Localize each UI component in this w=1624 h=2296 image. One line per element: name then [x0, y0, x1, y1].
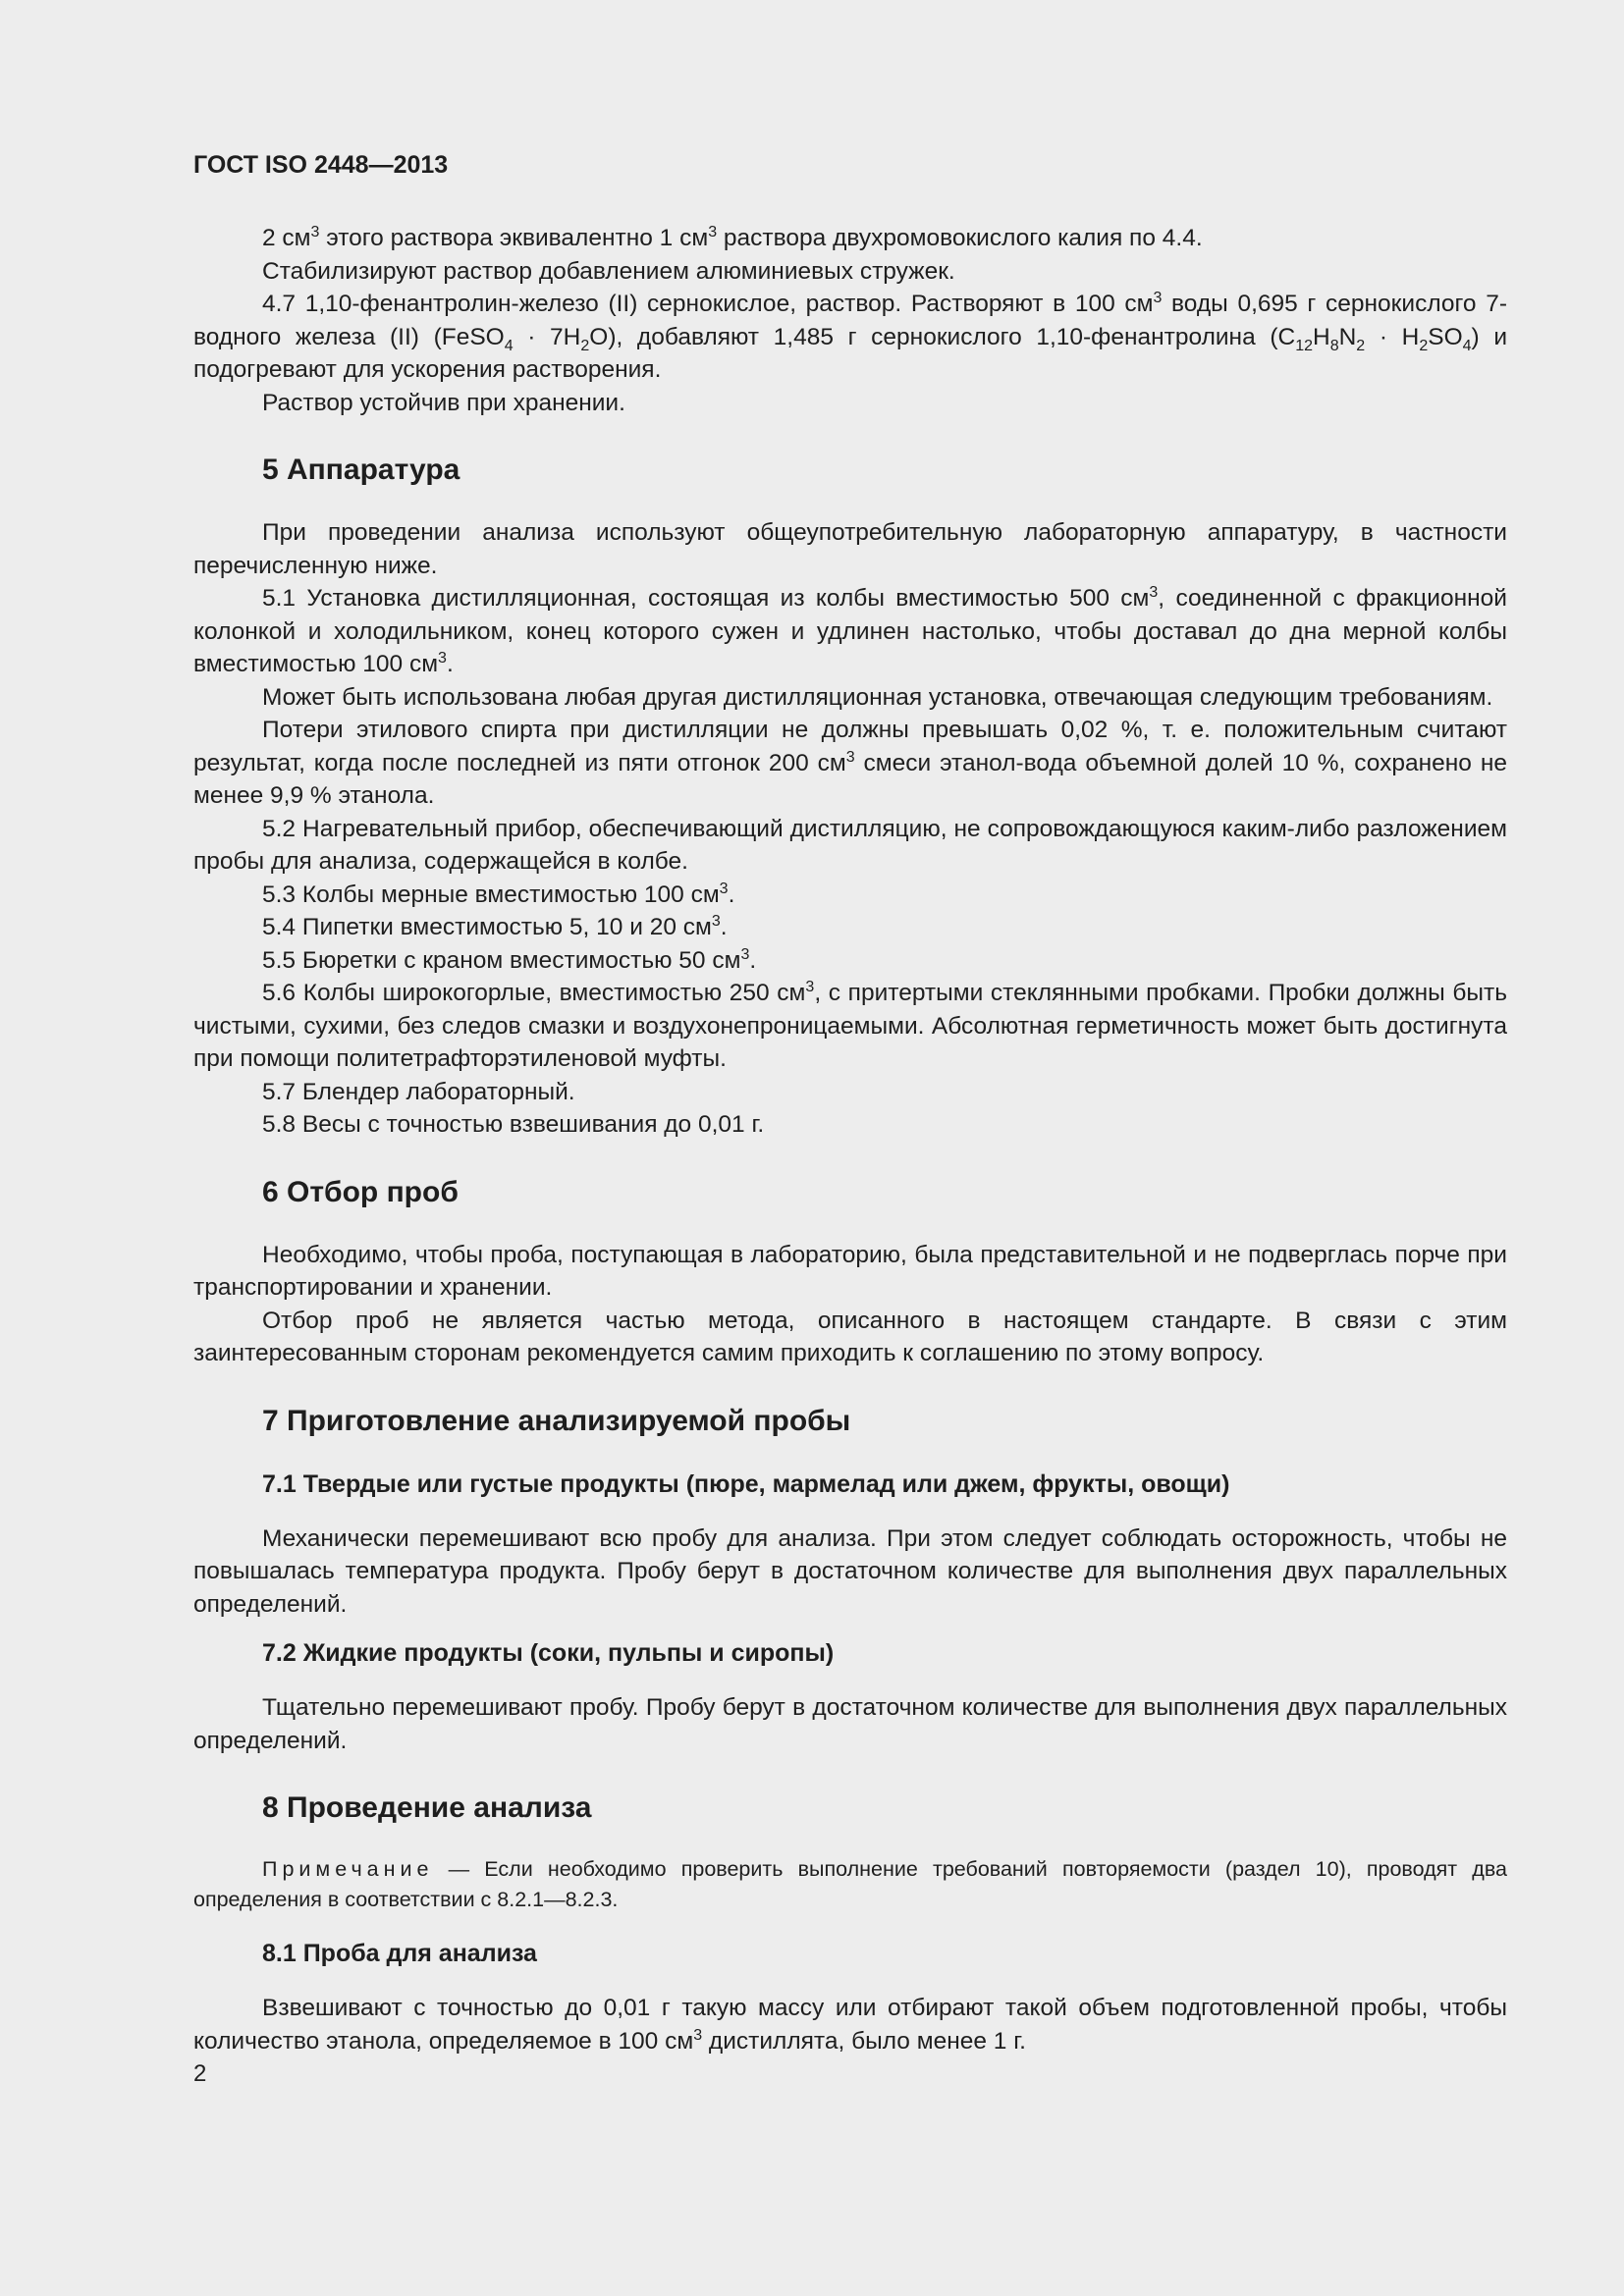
subsection-heading-8-1: 8.1 Проба для анализа	[262, 1940, 537, 1967]
paragraph-5-5: 5.5 Бюретки с краном вместимостью 50 $см^3$.	[262, 945, 757, 974]
subsection-heading-7-2: 7.2 Жидкие продукты (соки, пульпы и сиропы)	[262, 1639, 835, 1667]
paragraph: 2 $см^3$ этого раствора эквивалентно 1 $см^3$ раствора двухромовокислого калия по 4.4.	[262, 224, 1203, 251]
paragraph-5-2: 5.2 Нагревательный прибор, обеспечивающий дистилляцию, не сопровождающуюся каким-либо разложением пробы для анализа, содержащейся в колбе.	[193, 815, 1507, 875]
paragraph: Необходимо, чтобы проба, поступающая в лабораторию, была представительной и не подверглась порче при транспортировании и хранении.	[193, 1241, 1507, 1301]
paragraph: Отбор проб не является частью метода, описанного в настоящем стандарте. В связи с этим заинтересованным сторонам рекомендуется самим приходить к соглашению по этому вопросу.	[193, 1307, 1507, 1366]
section-heading-7: 7 Приготовление анализируемой пробы	[262, 1404, 851, 1437]
section-heading-6: 6 Отбор проб	[262, 1175, 459, 1208]
note: Примечание — Если необходимо проверить выполнение требований повторяемости (раздел 10), проводят два определения в соответствии с 8.2.1—8.2.3.	[193, 1857, 1507, 1911]
paragraph-5-6: 5.6 Колбы широкогорлые, вместимостью 250 $см^3$, с притертыми стеклянными пробками. Пробки должны быть чистыми, сухими, без следов смазки и воздухонепроницаемыми. Абсолютная герметичность может быть достигнута при помощи политетрафторэтиленовой муфты.	[193, 979, 1508, 1072]
paragraph: Стабилизируют раствор добавлением алюминиевых стружек.	[262, 257, 955, 285]
paragraph-4-7: 4.7 1,10-фенантролин-железо (II) сернокислое, раствор. Растворяют в 100 $см^3$ воды 0,695 г сернокислого 7-водного железа (II) (FeSO$_4$ · $7H_2O$), добавляют 1,485 г сернокислого 1,10-фенантролина $(C_{12}H_8N_2 \cdot H_2SO_4)$ и подогревают для ускорения растворения.	[193, 290, 1508, 383]
note-label: Примечание	[262, 1857, 434, 1881]
paragraph: Механически перемешивают всю пробу для анализа. При этом следует соблюдать осторожность, чтобы не повышалась температура продукта. Пробу берут в достаточном количестве для выполнения двух параллельных определений.	[193, 1524, 1507, 1618]
document-header: ГОСТ ISO 2448—2013	[193, 151, 449, 179]
paragraph: Взвешивают с точностью до 0,01 г такую массу или отбирают такой объем подготовленной пробы, чтобы количество этанола, определяемое в 100 $см^3$ дистиллята, было менее 1 г.	[193, 1995, 1507, 2055]
page-number: 2	[193, 2060, 207, 2087]
paragraph-5-4: 5.4 Пипетки вместимостью 5, 10 и 20 $см^3$.	[262, 913, 728, 940]
paragraph-5-1: 5.1 Установка дистилляционная, состоящая из колбы вместимостью 500 $см^3$, соединенной с фракционной колонкой и холодильником, конец которого сужен и удлинен настолько, чтобы доставал до дна мерной колбы вместимостью 100 $см^3$.	[193, 584, 1507, 677]
document-page	[193, 147, 1507, 2091]
paragraph-5-8: 5.8 Весы с точностью взвешивания до 0,01 г.	[262, 1111, 765, 1138]
paragraph: Раствор устойчив при хранении.	[262, 389, 625, 416]
subsection-heading-7-1: 7.1 Твердые или густые продукты (пюре, мармелад или джем, фрукты, овощи)	[262, 1469, 1230, 1498]
section-heading-8: 8 Проведение анализа	[262, 1791, 592, 1824]
paragraph-5-7: 5.7 Блендер лабораторный.	[262, 1078, 575, 1105]
paragraph: Тщательно перемешивают пробу. Пробу берут в достаточном количестве для выполнения двух параллельных определений.	[193, 1694, 1507, 1754]
paragraph-5-3: 5.3 Колбы мерные вместимостью 100 $см^3$.	[262, 880, 735, 908]
section-heading-5: 5 Аппаратура	[262, 454, 460, 486]
paragraph: Может быть использована любая другая дистилляционная установка, отвечающая следующим требованиям.	[262, 683, 1493, 711]
paragraph: Потери этилового спирта при дистилляции не должны превышать 0,02 %, т. е. положительным считают результат, когда после последней из пяти отгонок 200 $см^3$ смеси этанол-вода объемной долей 10 %, сохранено не менее 9,9 % этанола.	[193, 717, 1507, 809]
paragraph: При проведении анализа используют общеупотребительную лабораторную аппаратуру, в частности перечисленную ниже.	[193, 519, 1507, 579]
